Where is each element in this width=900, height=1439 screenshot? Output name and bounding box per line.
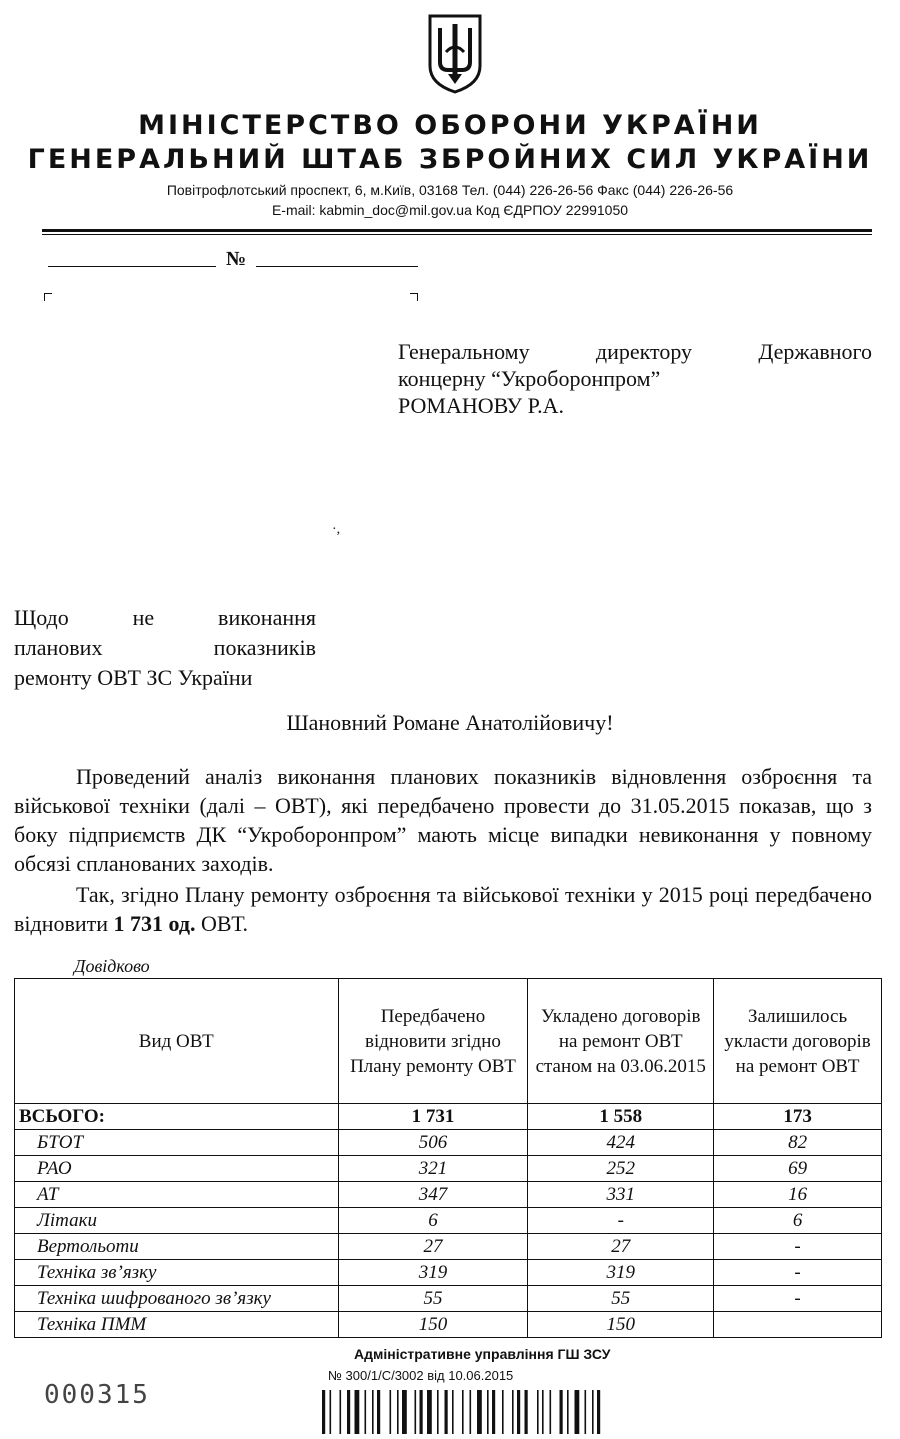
row-name: ВСЬОГО:	[15, 1104, 339, 1130]
total-units: 1 731 од.	[113, 911, 196, 936]
column-header: Укладено договорів на ремонт ОВТ станом на 03.06.2015	[528, 979, 714, 1104]
addressee-name: РОМАНОВУ Р.А.	[398, 393, 564, 418]
row-name: БТОТ	[15, 1130, 339, 1156]
remaining-cell: -	[714, 1234, 882, 1260]
planned-cell: 347	[338, 1182, 528, 1208]
contracted-cell: 331	[528, 1182, 714, 1208]
contracted-cell: 424	[528, 1130, 714, 1156]
planned-cell: 27	[338, 1234, 528, 1260]
planned-cell: 506	[338, 1130, 528, 1156]
subject-line: Щодо не виконання	[14, 605, 316, 630]
subject-line: планових показників	[14, 635, 316, 660]
planned-cell: 1 731	[338, 1104, 528, 1130]
corner-mark-left	[44, 293, 52, 301]
column-header: Вид ОВТ	[15, 979, 339, 1104]
subject-line: ремонту ОВТ ЗС України	[14, 665, 253, 690]
row-name: Техніка шифрованого зв’язку	[15, 1286, 339, 1312]
addressee-line: концерну “Укроборонпром”	[398, 366, 661, 391]
remaining-cell: 16	[714, 1182, 882, 1208]
table-row	[15, 1286, 882, 1312]
date-blank	[48, 266, 216, 267]
contacts-line: E-mail: kabmin_doc@mil.gov.ua Код ЄДРПОУ 22991050	[271, 202, 629, 218]
table-row	[15, 1312, 882, 1338]
document-code: 000315	[44, 1380, 150, 1410]
trident-icon	[426, 12, 484, 94]
ministry-title: МІНІСТЕРСТВО ОБОРОНИ УКРАЇНИ	[138, 110, 762, 141]
row-name: Техніка зв’язку	[15, 1260, 339, 1286]
salutation: Шановний Романе Анатолійовичу!	[286, 710, 614, 735]
general-staff-title: ГЕНЕРАЛЬНИЙ ШТАБ ЗБРОЙНИХ СИЛ УКРАЇНИ	[27, 144, 873, 175]
number-sign: №	[226, 248, 247, 270]
table-row	[15, 1260, 882, 1286]
column-header: Залишилось укласти договорів на ремонт ОВТ	[714, 979, 882, 1104]
table-row	[15, 1182, 882, 1208]
body-paragraph	[14, 880, 872, 938]
planned-cell: 321	[338, 1156, 528, 1182]
header-rule-thin	[42, 234, 872, 235]
remaining-cell: 69	[714, 1156, 882, 1182]
table-row	[15, 1130, 882, 1156]
contracted-cell: 319	[528, 1260, 714, 1286]
barcode-icon	[322, 1390, 678, 1434]
contracted-cell: 55	[528, 1286, 714, 1312]
corner-mark-right	[410, 293, 418, 301]
row-name: АТ	[15, 1182, 339, 1208]
row-name: Вертольоти	[15, 1234, 339, 1260]
table-row-total	[15, 1104, 882, 1130]
repair-table	[14, 978, 882, 1338]
contracted-cell: 150	[528, 1312, 714, 1338]
address-line: Повітрофлотський проспект, 6, м.Київ, 03168 Тел. (044) 226-26-56 Факс (044) 226-26-56	[166, 182, 734, 198]
contracted-cell: 27	[528, 1234, 714, 1260]
table-header-row	[15, 979, 882, 1104]
header-rule	[42, 229, 872, 232]
remaining-cell: 173	[714, 1104, 882, 1130]
paragraph-text: ОВТ.	[195, 911, 249, 936]
planned-cell: 319	[338, 1260, 528, 1286]
number-blank	[256, 266, 418, 267]
row-name: Літаки	[15, 1208, 339, 1234]
table-row	[15, 1156, 882, 1182]
body-paragraph: Проведений аналіз виконання планових показників відновлення озброєння та військової техніки (далі – ОВТ), які передбачено провести до 31.05.2015 показав, що з боку підприємств ДК “Укроборонпром” мають місце випадки невиконання у повному обсязі спланованих заходів.	[14, 764, 872, 876]
contracted-cell: -	[528, 1208, 714, 1234]
column-header: Передбачено відновити згідно Плану ремонту ОВТ	[338, 979, 528, 1104]
scan-speck: ·,	[332, 522, 341, 537]
remaining-cell: -	[714, 1286, 882, 1312]
contracted-cell: 252	[528, 1156, 714, 1182]
remaining-cell	[714, 1312, 882, 1338]
stamp-office: Адміністративне управління ГШ ЗСУ	[354, 1346, 611, 1362]
planned-cell: 150	[338, 1312, 528, 1338]
addressee-block	[398, 338, 872, 419]
remaining-cell: 82	[714, 1130, 882, 1156]
reference-label: Довідково	[74, 956, 150, 976]
row-name: Техніка ПММ	[15, 1312, 339, 1338]
stamp-registration: № 300/1/С/3002 від 10.06.2015	[328, 1368, 514, 1383]
planned-cell: 6	[338, 1208, 528, 1234]
addressee-line: Генеральному директору Державного	[398, 339, 872, 364]
remaining-cell: 6	[714, 1208, 882, 1234]
remaining-cell: -	[714, 1260, 882, 1286]
planned-cell: 55	[338, 1286, 528, 1312]
table-row	[15, 1208, 882, 1234]
subject-block	[14, 603, 316, 693]
table-row	[15, 1234, 882, 1260]
paragraph-text: Так, згідно Плану ремонту озброєння та військової техніки у 2015 році передбачено відновити	[14, 882, 872, 936]
row-name: РАО	[15, 1156, 339, 1182]
contracted-cell: 1 558	[528, 1104, 714, 1130]
